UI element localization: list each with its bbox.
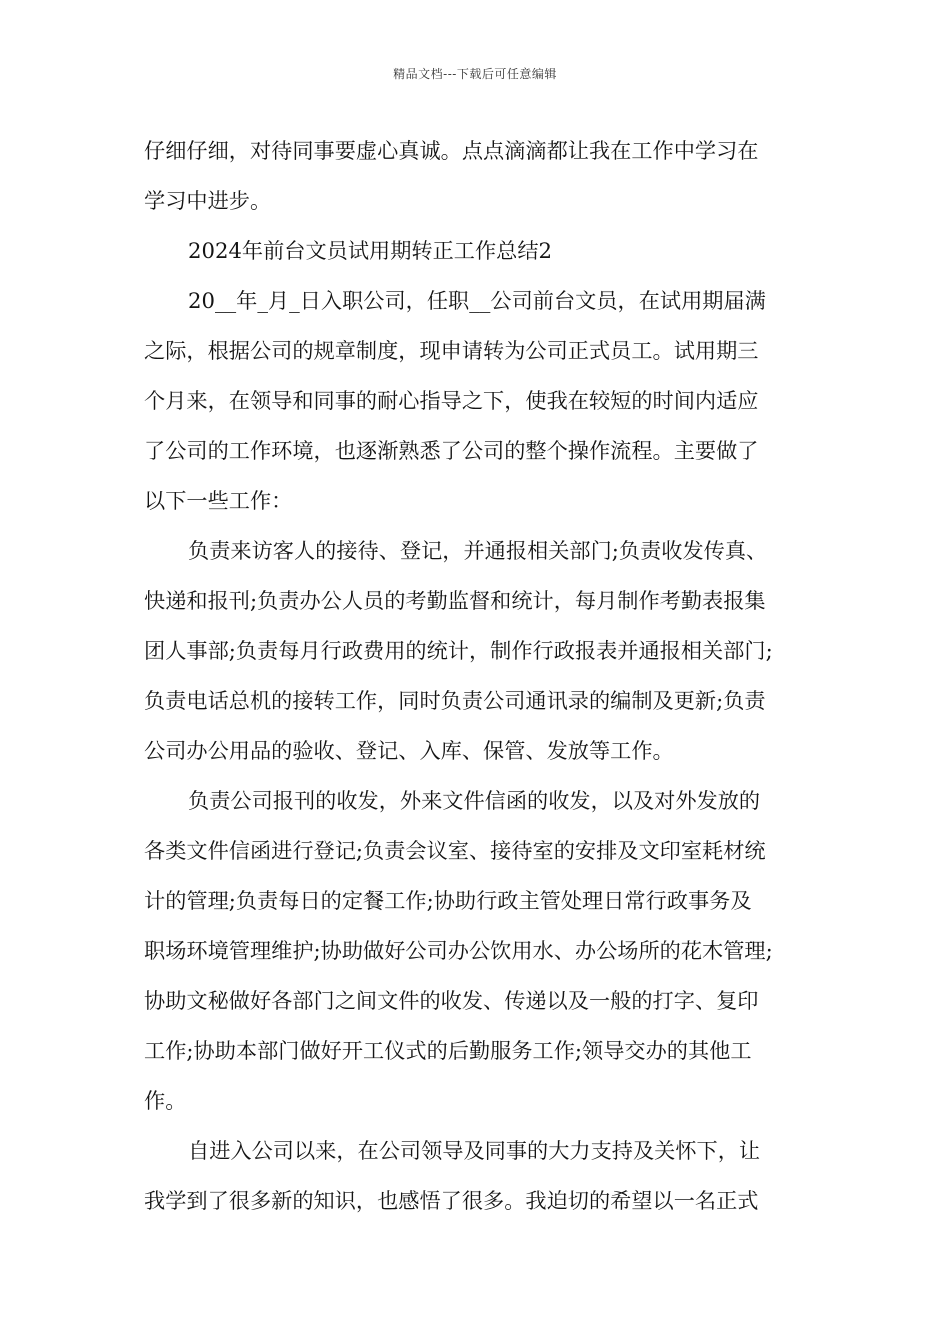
text-line: 负责来访客人的接待、登记，并通报相关部门;负责收发传真、 xyxy=(188,538,768,563)
text-line: 各类文件信函进行登记;负责会议室、接待室的安排及文印室耗材统 xyxy=(144,838,766,863)
text-line: 协助文秘做好各部门之间文件的收发、传递以及一般的打字、复印 xyxy=(144,988,759,1013)
text-line: 工作;协助本部门做好开工仪式的后勤服务工作;领导交办的其他工 xyxy=(144,1038,752,1063)
text-line: 计的管理;负责每日的定餐工作;协助行政主管处理日常行政事务及 xyxy=(144,888,752,913)
text-line: 自进入公司以来，在公司领导及同事的大力支持及关怀下，让 xyxy=(188,1138,761,1163)
text-line: 我学到了很多新的知识，也感悟了很多。我迫切的希望以一名正式 xyxy=(144,1188,759,1213)
text-line: 团人事部;负责每月行政费用的统计，制作行政报表并通报相关部门; xyxy=(144,638,773,663)
text-line: 作。 xyxy=(144,1088,187,1113)
text-line: 公司办公用品的验收、登记、入库、保管、发放等工作。 xyxy=(144,738,674,763)
text-line: 学习中进步。 xyxy=(144,188,272,213)
text-line: 个月来，在领导和同事的耐心指导之下，使我在较短的时间内适应 xyxy=(144,388,759,413)
text-line: 以下一些工作： xyxy=(144,488,293,513)
text-line: 了公司的工作环境，也逐渐熟悉了公司的整个操作流程。主要做了 xyxy=(144,438,759,463)
text-line: 负责电话总机的接转工作，同时负责公司通讯录的编制及更新;负责 xyxy=(144,688,766,713)
text-line: 之际，根据公司的规章制度，现申请转为公司正式员工。试用期三 xyxy=(144,338,759,363)
text-line: 20__年_月_日入职公司，任职__公司前台文员，在试用期届满 xyxy=(188,288,766,313)
page-header: 精品文档---下载后可任意编辑 xyxy=(393,67,557,81)
text-line: 仔细仔细，对待同事要虚心真诚。点点滴滴都让我在工作中学习在 xyxy=(144,138,759,163)
text-line: 职场环境管理维护;协助做好公司办公饮用水、办公场所的花木管理; xyxy=(144,938,773,963)
text-line: 快递和报刊;负责办公人员的考勤监督和统计，每月制作考勤表报集 xyxy=(144,588,766,613)
section-heading: 2024年前台文员试用期转正工作总结2 xyxy=(188,238,553,263)
text-line: 负责公司报刊的收发，外来文件信函的收发，以及对外发放的 xyxy=(188,788,761,813)
